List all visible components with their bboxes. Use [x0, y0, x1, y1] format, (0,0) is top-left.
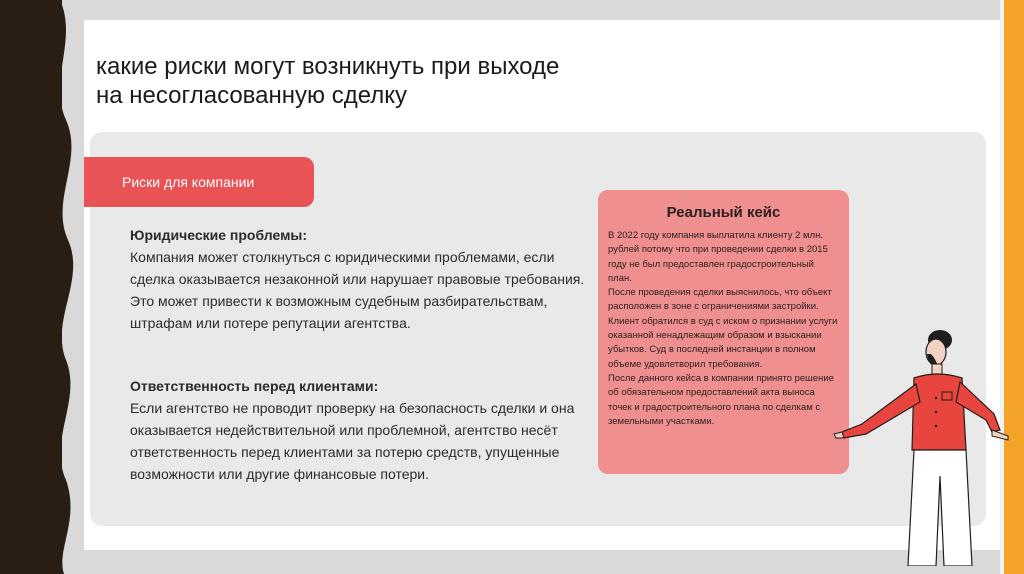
slide-title-line-2: на несогласованную сделку [96, 82, 408, 109]
section-text: Если агентство не проводит проверку на безопасность сделки и она оказывается недействительной или проблемной, агентство несёт ответственность перед клиентами за потерю средств, упущенные возможности или другие финансовые потери. [130, 400, 575, 482]
section-client-responsibility [130, 375, 590, 485]
case-paragraph-3: После данного кейса в компании принято решение об обязательном предоставлений акта выноса точек и градостроительного плана по сделкам с земельными участками. [608, 372, 834, 427]
left-wave-decoration [0, 0, 90, 574]
section-legal-problems [130, 224, 590, 334]
real-case-card [598, 190, 849, 474]
section-text: Компания может столкнуться с юридическими проблемами, если сделка оказывается незаконной или нарушает правовые требования. Это может привести к возможным судебным разбирательствам, штрафам или потере репутации агентства. [130, 249, 585, 331]
case-paragraph-1: В 2022 году компания выплатила клиенту 2 млн. рублей потому что при проведении сделки в 2015 году не был предоставлен градостроительный план. [608, 230, 828, 284]
slide-title-line-1: какие риски могут возникнуть при выходе [96, 53, 560, 80]
case-title: Реальный кейс [666, 204, 781, 221]
section-heading: Юридические проблемы: [130, 227, 308, 243]
slide-title [96, 52, 696, 110]
slide [84, 20, 1000, 550]
man-presenting-illustration-icon [832, 326, 1012, 566]
risk-tab: Риски для компании [84, 157, 314, 207]
section-heading: Ответственность перед клиентами: [130, 378, 379, 394]
case-paragraph-2: После проведения сделки выяснилось, что объект расположен в зоне с ограничениями застройки. Клиент обратился в суд с иском о признании услуги оказанной ненадлежащим образом и взыскании убытков. Суд в последней инстанции в полном объеме удовлетворил требования. [608, 287, 838, 370]
